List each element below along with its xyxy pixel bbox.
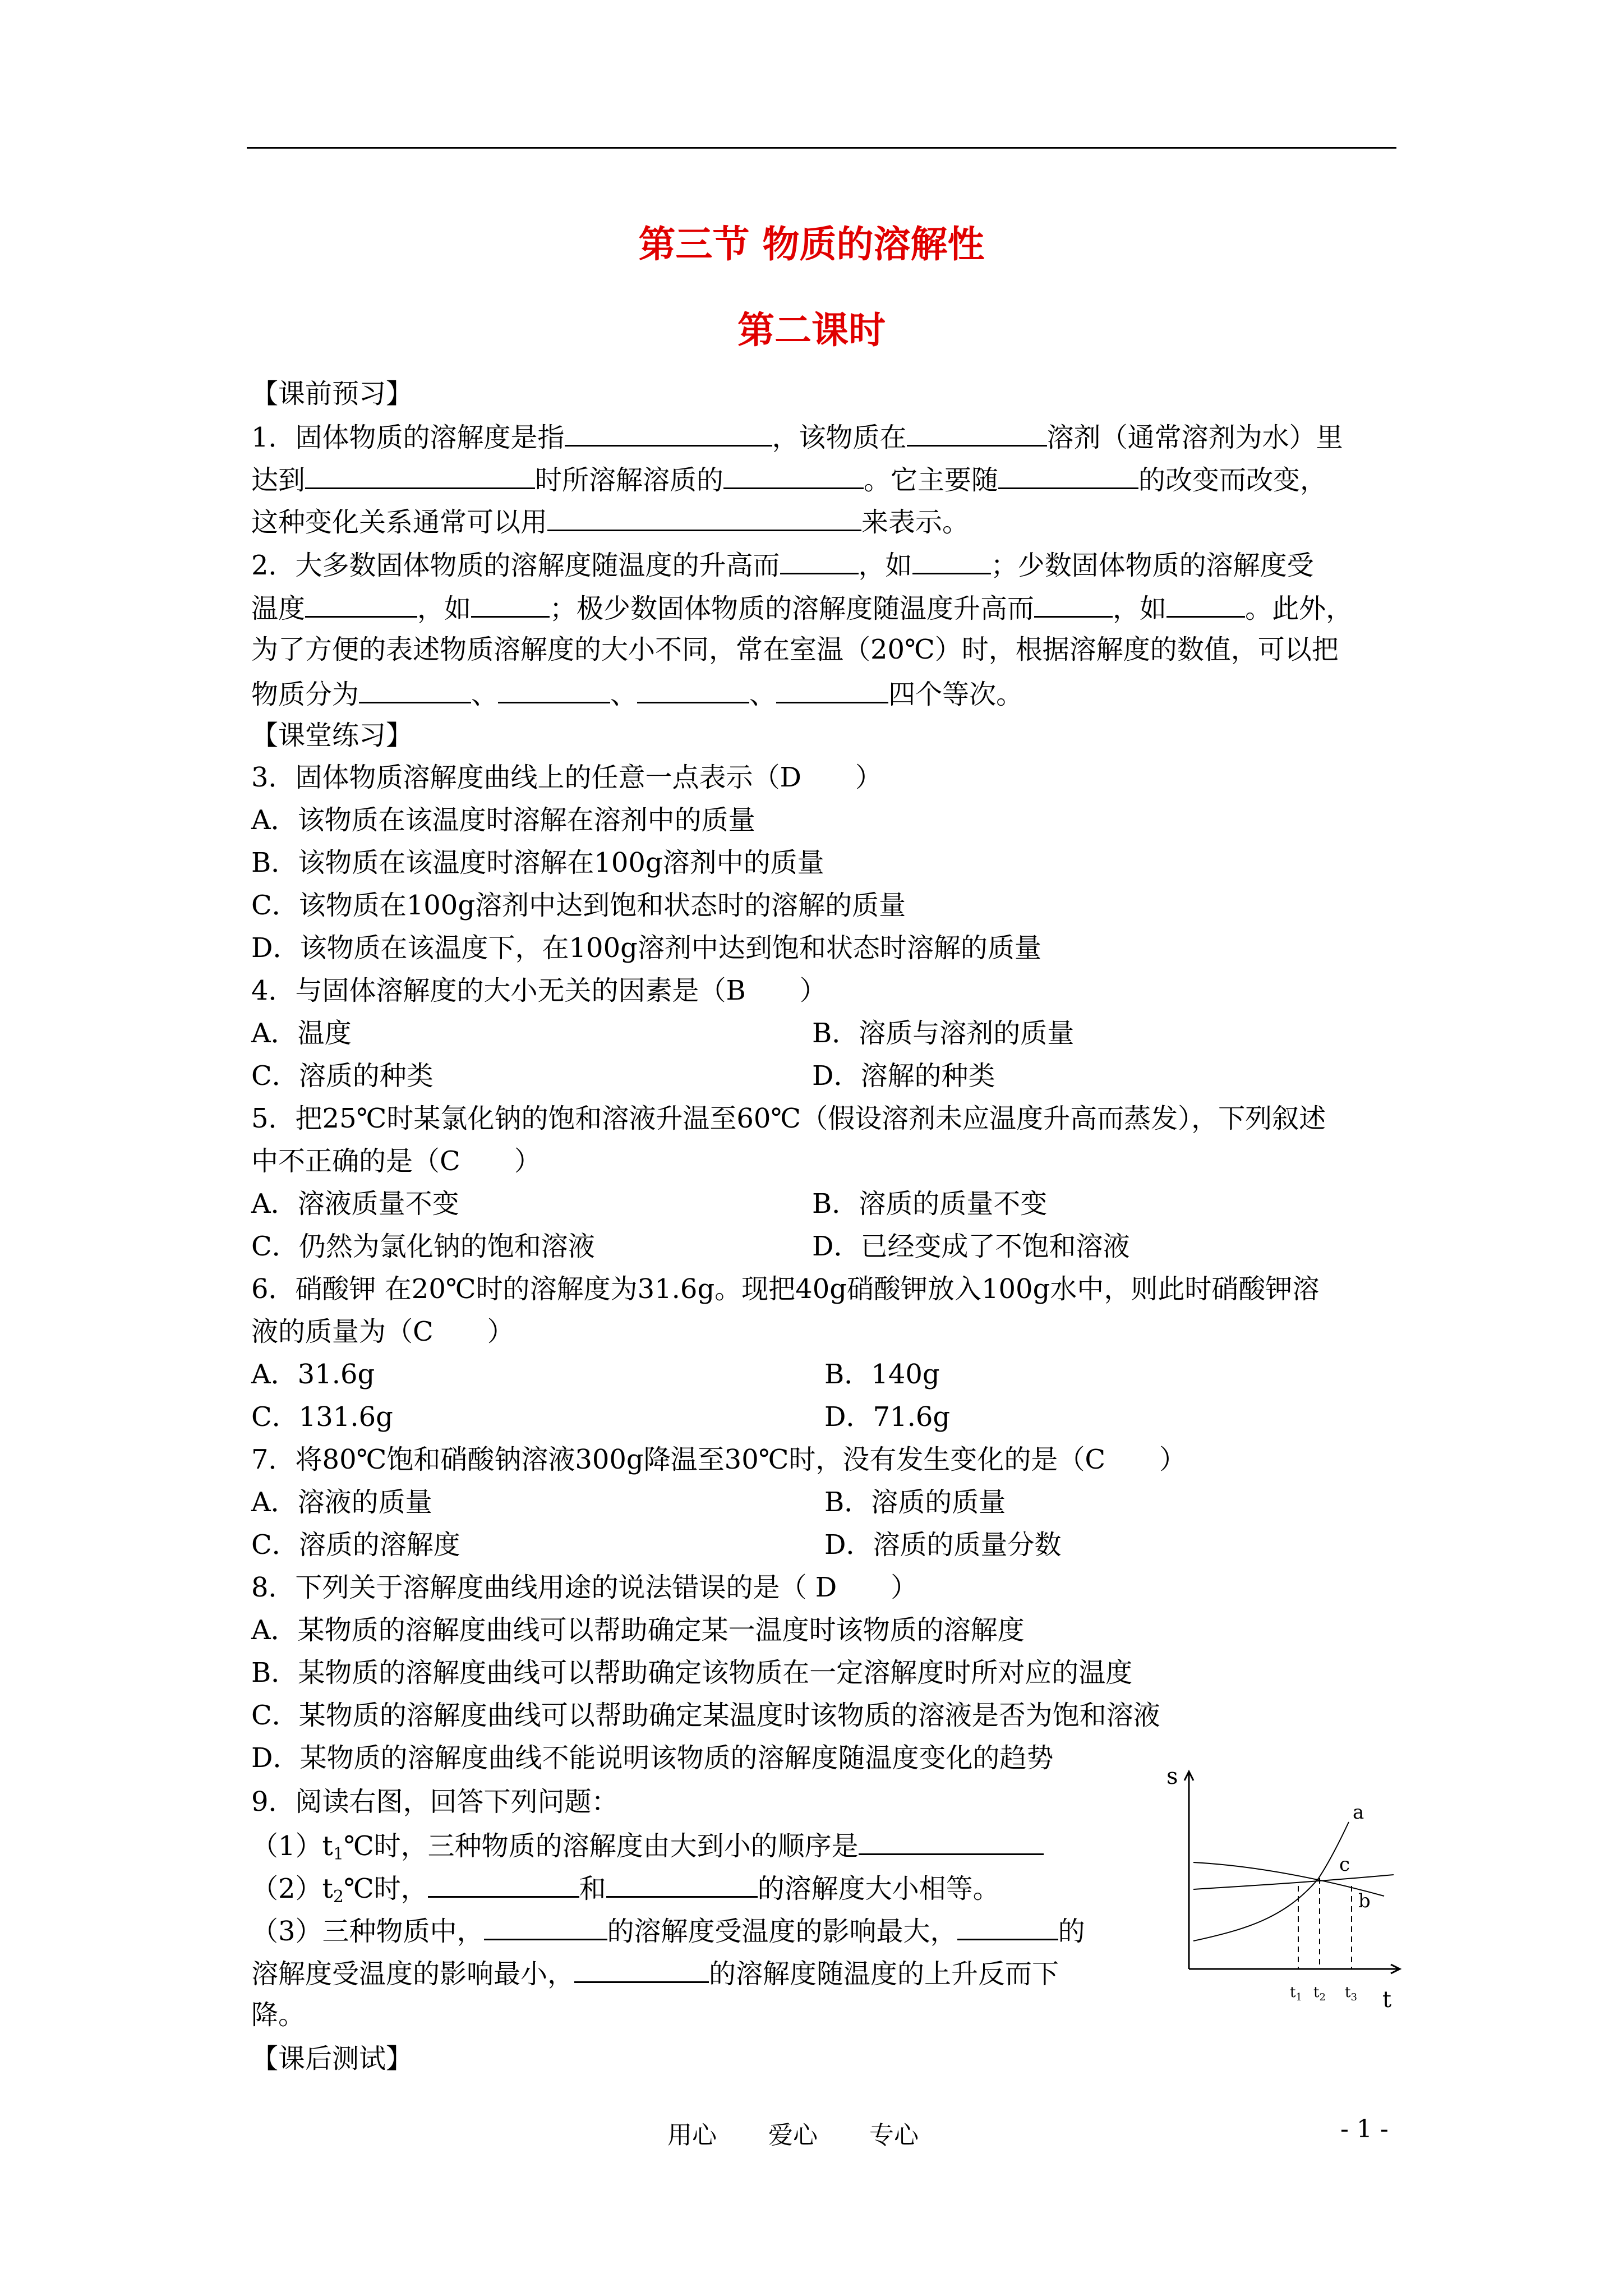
q9-blank-4[interactable] [484,1913,607,1940]
q7-stem: 7．将80℃饱和硝酸钠溶液300g降温至30℃时，没有发生变化的是（C ） [251,1444,1187,1475]
q7-option-c: C．溶质的溶解度 [251,1529,460,1561]
footer-motto-2: 爱心 [768,2121,818,2150]
q1-blank-3[interactable] [305,462,535,489]
q1-blank-5[interactable] [998,462,1138,489]
solubility-curve-figure [1161,1756,1408,2014]
q6-option-a: A．31.6g [251,1359,375,1390]
section-practice: 【课堂练习】 [251,720,413,751]
q1-blank-6[interactable] [547,504,861,531]
q3-option-c: C．该物质在100g溶剂中达到饱和状态时的溶解的质量 [251,890,906,921]
q4-option-a: A．温度 [251,1018,352,1049]
q6-stem-line1: 6．硝酸钾 在20℃时的溶解度为31.6g。现把40g硝酸钾放入100g水中，则此时硝酸钾溶 [251,1273,1320,1305]
q5-stem-line1: 5．把25℃时某氯化钠的饱和溶液升温至60℃（假设溶剂未应温度升高而蒸发），下列叙述 [251,1103,1326,1134]
q2-blank-1[interactable] [780,547,859,574]
q8-option-b: B．某物质的溶解度曲线可以帮助确定该物质在一定溶解度时所对应的温度 [251,1657,1133,1688]
section-test: 【课后测试】 [251,2043,413,2074]
q9-part3-line1: （3）三种物质中， 的溶解度受温度的影响最大， 的 [251,1913,1085,1948]
t1-label: $t_1$ [1290,1984,1302,2003]
q4-stem: 4．与固体溶解度的大小无关的因素是（B ） [251,975,827,1006]
footer-motto-1: 用心 [667,2121,717,2150]
footer-motto-3: 专心 [869,2121,919,2150]
q6-option-c: C．131.6g [251,1401,393,1433]
x-axis-label: t [1382,1987,1392,2013]
q2-blank-5[interactable] [1034,590,1113,618]
t3-label: $t_3$ [1345,1984,1357,2003]
q9-part3-line3: 降。 [251,1999,306,2031]
q6-stem-line2: 液的质量为（C ） [251,1316,514,1347]
q5-option-a: A．溶液质量不变 [251,1188,459,1220]
q2-blank-6[interactable] [1166,590,1245,618]
q8-stem: 8．下列关于溶解度曲线用途的说法错误的是（ D ） [251,1572,918,1603]
q5-option-b: B．溶质的质量不变 [812,1188,1048,1220]
q7-option-a: A．溶液的质量 [251,1487,432,1518]
q8-option-a: A．某物质的溶解度曲线可以帮助确定某一温度时该物质的溶解度 [251,1614,1025,1646]
q7-option-b: B．溶质的质量 [824,1487,1006,1518]
q9-blank-1[interactable] [859,1828,1044,1855]
q8-option-c: C．某物质的溶解度曲线可以帮助确定某温度时该物质的溶液是否为饱和溶液 [251,1700,1160,1731]
q6-option-b: B．140g [824,1359,940,1390]
curve-c [1193,1862,1384,1896]
q1-blank-1[interactable] [565,419,772,447]
q2-blank-2[interactable] [912,547,991,574]
q9-blank-5[interactable] [957,1913,1058,1940]
q3-stem: 3．固体物质溶解度曲线上的任意一点表示（D ） [251,762,883,793]
section-title: 第三节 物质的溶解性 [638,223,985,266]
q5-option-d: D．已经变成了不饱和溶液 [812,1231,1130,1262]
q1-line1: 1．固体物质的溶解度是指 ，该物质在 溶剂（通常溶剂为水）里 [251,419,1343,454]
q2-line1: 2．大多数固体物质的溶解度随温度的升高而 ，如 ；少数固体物质的溶解度受 [251,547,1314,582]
q2-line3: 为了方便的表述物质溶解度的大小不同，常在室温（20℃）时，根据溶解度的数值，可以把 [251,634,1339,665]
q2-line2: 温度 ，如 ；极少数固体物质的溶解度随温度升高而 ，如 。此外， [251,590,1353,625]
q2-blank-9[interactable] [637,676,749,703]
q9-blank-6[interactable] [574,1955,709,1983]
q2-blank-7[interactable] [359,676,471,703]
q4-option-b: B．溶质与溶剂的质量 [812,1018,1075,1049]
q1-blank-4[interactable] [723,462,864,489]
q3-option-b: B．该物质在该温度时溶解在100g溶剂中的质量 [251,847,824,878]
q9-blank-3[interactable] [606,1870,758,1898]
q2-blank-10[interactable] [776,676,888,703]
t2-label: $t_2$ [1313,1984,1326,2003]
q1-blank-2[interactable] [907,419,1047,447]
q6-option-d: D．71.6g [824,1401,951,1433]
q3-option-a: A．该物质在该温度时溶解在溶剂中的质量 [251,804,755,836]
q5-stem-line2: 中不正确的是（C ） [251,1145,541,1177]
section-preview: 【课前预习】 [251,378,413,409]
curve-a-label: a [1353,1801,1364,1824]
q9-blank-2[interactable] [428,1870,579,1898]
page-number: - 1 - [1340,2115,1389,2143]
q9-stem: 9．阅读右图，回答下列问题： [251,1786,619,1818]
curve-b [1193,1875,1394,1889]
q2-blank-8[interactable] [498,676,610,703]
q4-option-d: D．溶解的种类 [812,1060,995,1092]
q8-option-d: D．某物质的溶解度曲线不能说明该物质的溶解度随温度变化的趋势 [251,1742,1054,1774]
q1-line2: 达到 时所溶解溶质的 。它主要随 的改变而改变， [251,462,1327,497]
lesson-title: 第二课时 [737,309,886,352]
q1-line3: 这种变化关系通常可以用 来表示。 [251,504,969,539]
q2-line4: 物质分为 、 、 、 四个等次。 [251,676,1023,711]
q2-blank-4[interactable] [471,590,550,618]
q7-option-d: D．溶质的质量分数 [824,1529,1062,1561]
q9-part2: $(2)t_2℃$时， 和 的溶解度大小相等。 [251,1870,1000,1914]
q4-option-c: C．溶质的种类 [251,1060,434,1092]
y-axis-label: s [1166,1764,1178,1789]
q9-part3-line2: 溶解度受温度的影响最小， 的溶解度随温度的上升反而下 [251,1955,1059,1991]
q5-option-c: C．仍然为氯化钠的饱和溶液 [251,1231,595,1262]
q3-option-d: D．该物质在该温度下，在100g溶剂中达到饱和状态时溶解的质量 [251,932,1041,964]
q2-blank-3[interactable] [305,590,417,618]
curve-b-label: b [1358,1890,1371,1912]
curve-c-label: c [1339,1853,1350,1876]
q9-part1: $(1)t_1℃$时，三种物质的溶解度由大到小的顺序是 [251,1828,1044,1871]
header-rule [247,147,1396,149]
